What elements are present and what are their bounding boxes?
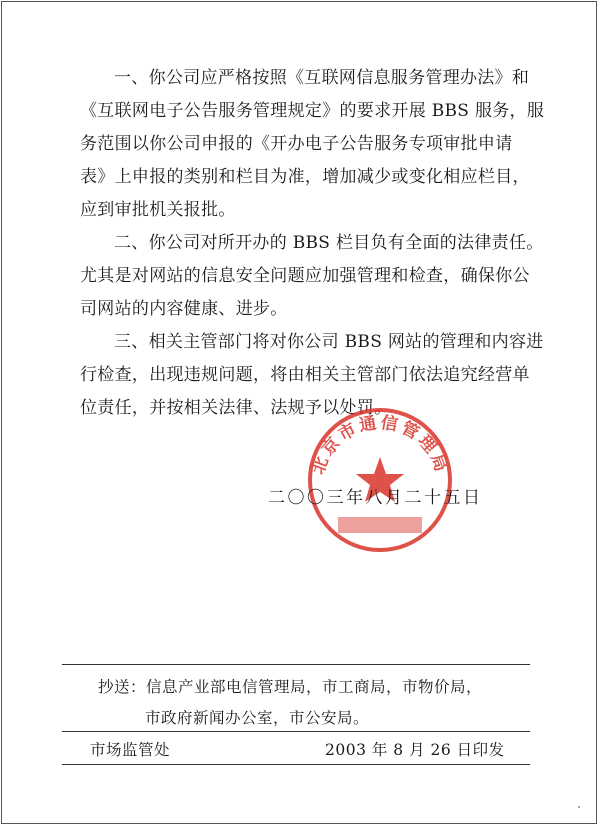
paragraph-1-line-3: 务范围以你公司申报的《开办电子公告服务专项审批申请 bbox=[80, 134, 513, 154]
paragraph-2-line-3: 司网站的内容健康、进步。 bbox=[80, 299, 288, 319]
cc-recipients-1: 信息产业部电信管理局，市工商局，市物价局， bbox=[146, 678, 483, 696]
paragraph-1-line-2: 《互联网电子公告服务管理规定》的要求开展 BBS 服务，服 bbox=[80, 101, 545, 121]
issue-date: 2003 年 8 月 26 日印发 bbox=[325, 741, 505, 759]
signature-date: 二〇〇三年八月二十五日 bbox=[268, 488, 483, 508]
seal-code-strip bbox=[338, 517, 422, 533]
official-seal bbox=[305, 405, 455, 555]
paragraph-2-line-1: 二、你公司对所开办的 BBS 栏目负有全面的法律责任。 bbox=[114, 233, 544, 253]
paragraph-1-line-5: 应到审批机关报批。 bbox=[80, 200, 236, 220]
paragraph-1-line-1: 一、你公司应严格按照《互联网信息服务管理办法》和 bbox=[114, 68, 530, 88]
cc-line-1 bbox=[98, 675, 482, 697]
footer-bottom-rule bbox=[62, 764, 530, 765]
cc-label: 抄送： bbox=[98, 678, 147, 696]
distribution-top-rule bbox=[62, 664, 530, 665]
issuing-department: 市场监管处 bbox=[90, 741, 171, 759]
paragraph-2-line-2: 尤其是对网站的信息安全问题应加强管理和检查，确保你公 bbox=[80, 266, 530, 286]
cc-recipients-2: 市政府新闻办公室，市公安局。 bbox=[145, 709, 370, 727]
distribution-bottom-rule bbox=[62, 731, 530, 732]
paragraph-3-line-3: 位责任，并按相关法律、法规予以处罚。 bbox=[80, 398, 392, 418]
paragraph-3-line-2: 行检查，出现违规问题，将由相关主管部门依法追究经营单 bbox=[80, 365, 530, 385]
paragraph-1-line-4: 表》上申报的类别和栏目为准，增加减少或变化相应栏目， bbox=[80, 167, 530, 187]
paragraph-3-line-1: 三、相关主管部门将对你公司 BBS 网站的管理和内容进 bbox=[114, 332, 544, 352]
seal-text: 北京市通信管理局 bbox=[308, 412, 452, 478]
page-speck bbox=[578, 806, 580, 808]
